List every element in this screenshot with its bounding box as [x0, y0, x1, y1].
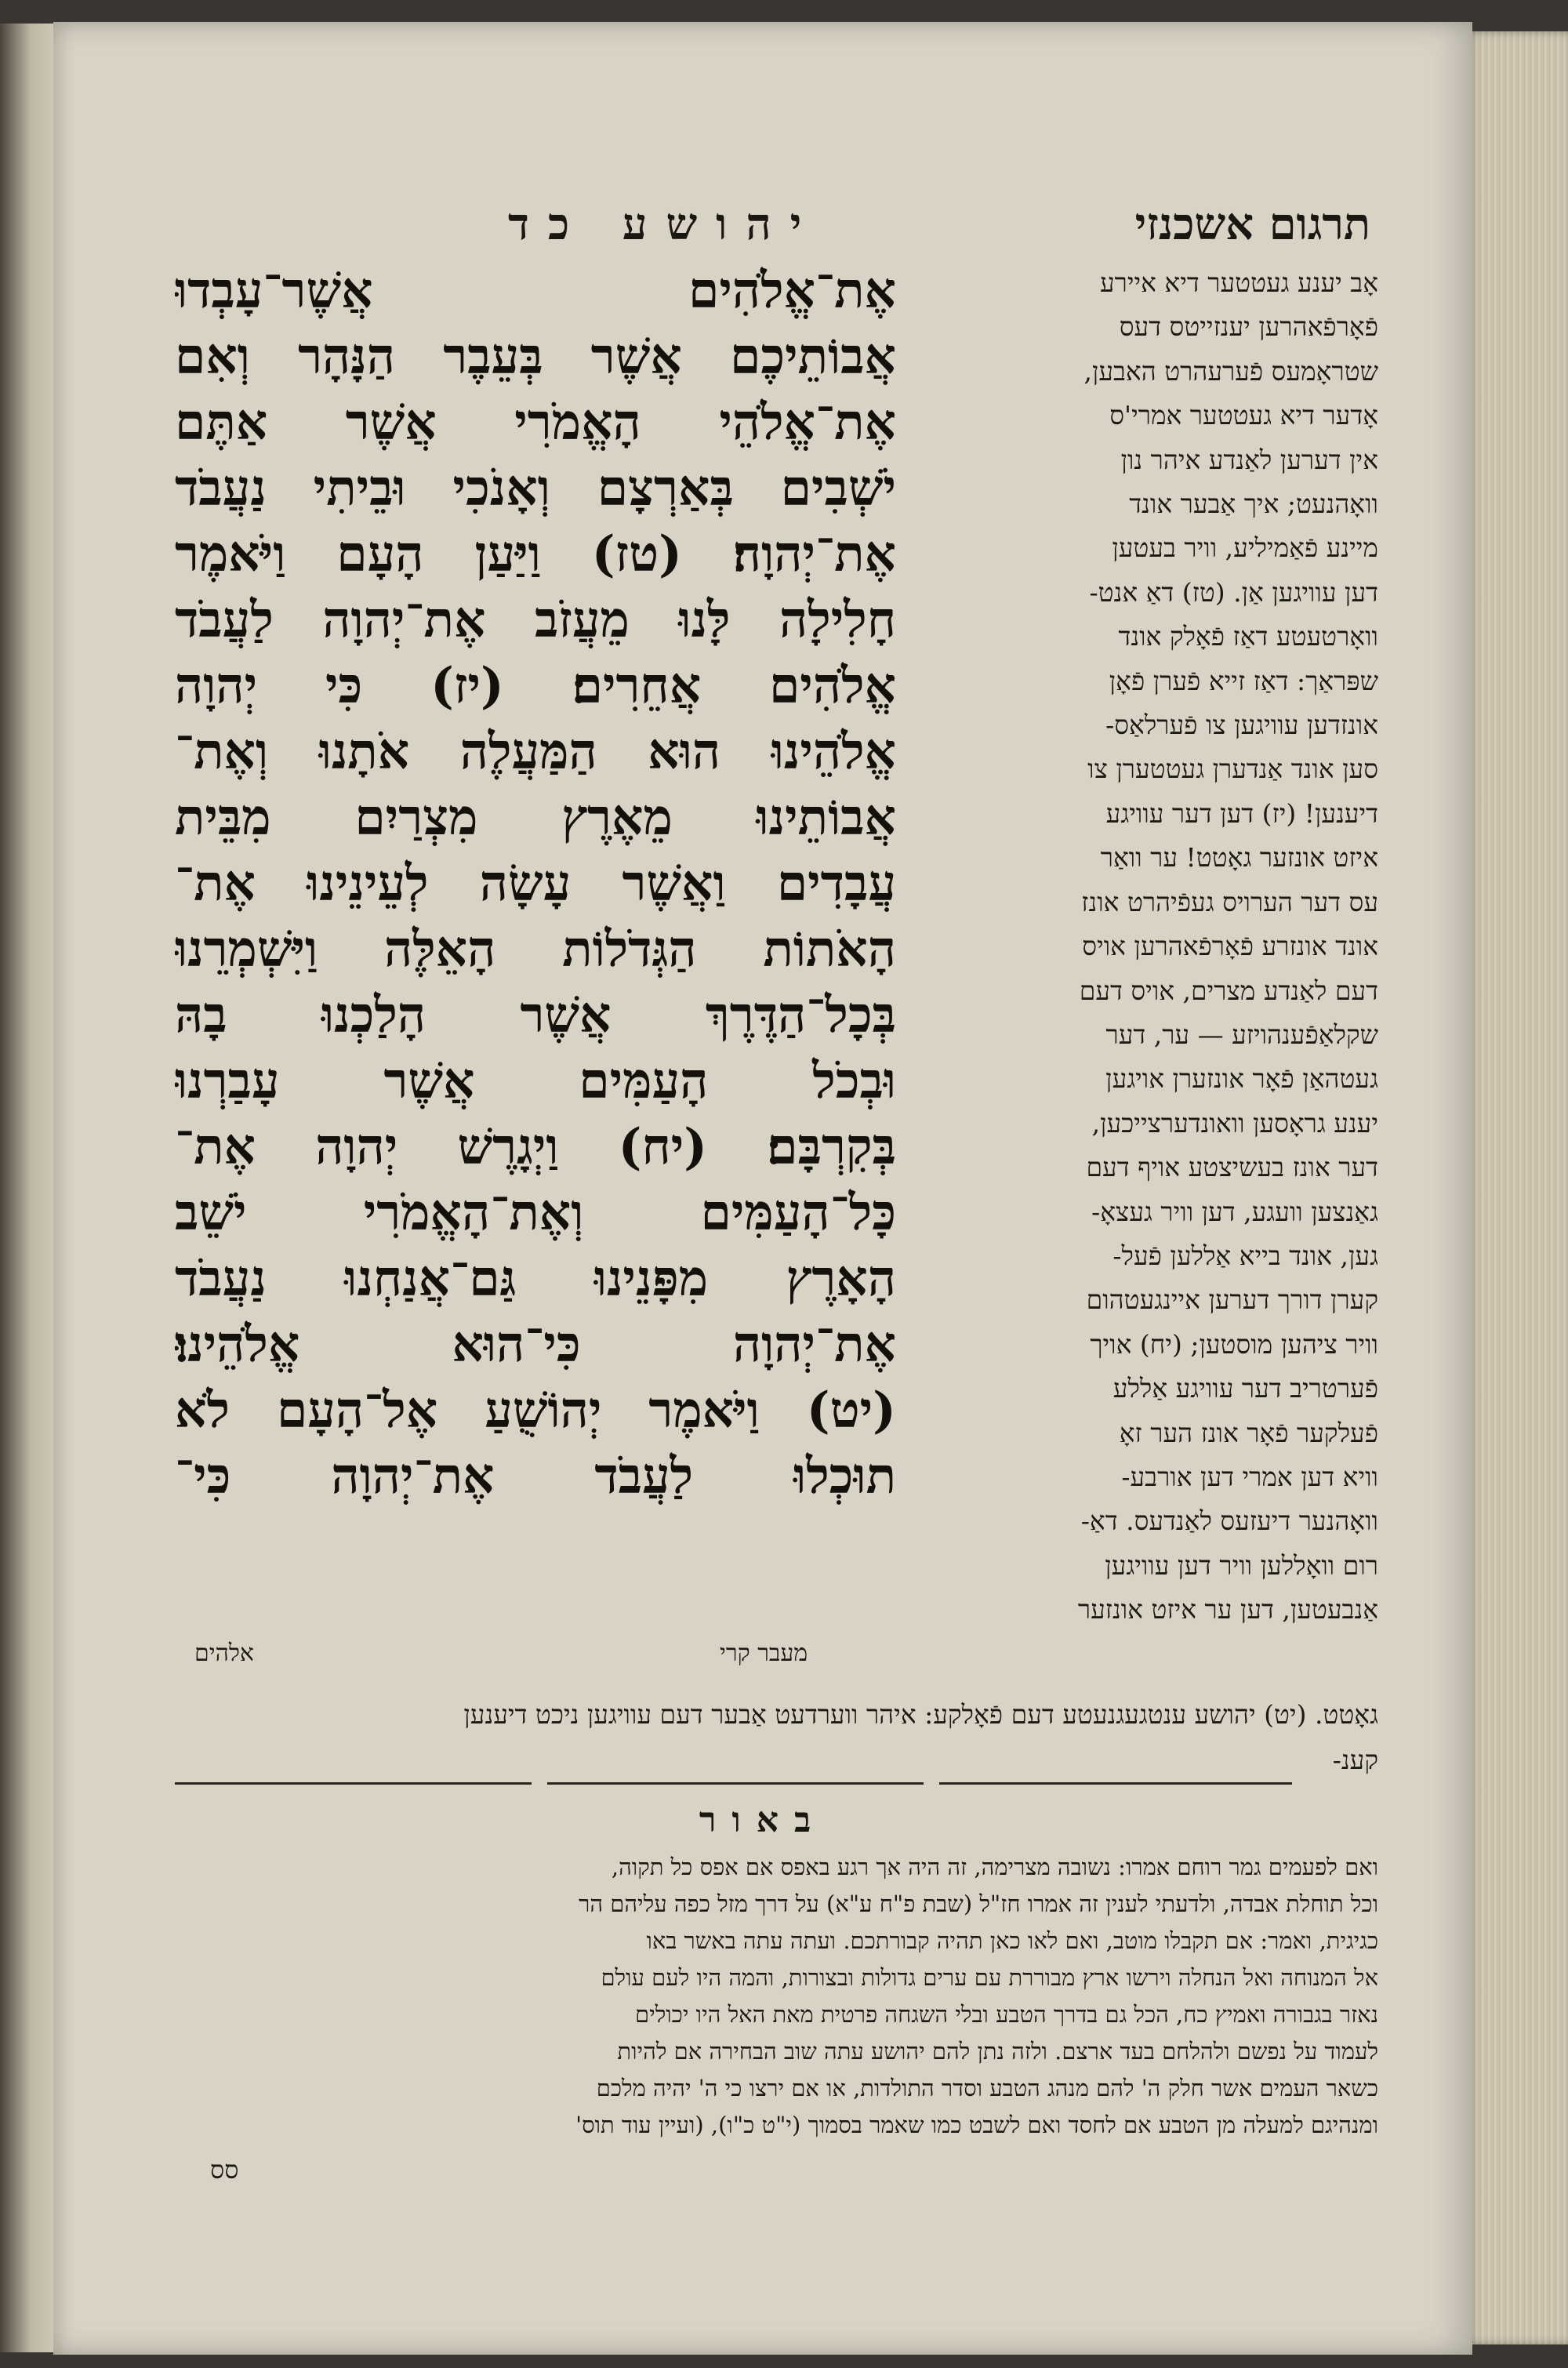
- main-line: הָאָרֶץ מִפָּנֵינוּ גַּם־אֲנַחְנוּ נַעֲבֹד: [175, 1249, 896, 1307]
- main-line: כָּל־הָעַמִּים וְאֶת־הָאֱמֹרִי יֹשֵׁב: [175, 1183, 896, 1241]
- targum-line: קערן דורך דערען איינגעטהום: [1086, 1284, 1378, 1316]
- targum-line: איזט אונזער גאָטט! ער וואַר: [1100, 842, 1378, 873]
- targum-line: וואָרטעטע דאַז פֿאָלק אונד: [1118, 621, 1378, 652]
- main-line: אֲבוֹתֵיכֶם אֲשֶׁר בְּעֵבֶר הַנָּהָר וְאִם: [175, 327, 896, 385]
- main-line: אֱלֹהִים אֲחֵרִים׃ (יז) כִּי יְהוָה: [175, 656, 896, 714]
- main-line: אֶת־אֱלֹהִים אֲשֶׁר־עָבְדוּ: [175, 261, 896, 319]
- biur-line: ומנהיגם למעלה מן הטבע אם לחסד ואם לשבט כמו שאמר בסמוך (י"ט כ"ו), (ועיין עוד תוס': [575, 2112, 1378, 2138]
- targum-line: שקלאַפֿענהויזע — ער, דער: [1105, 1019, 1378, 1050]
- targum-line: אַנבעטען, דען ער איזט אונזער: [1077, 1594, 1378, 1625]
- main-line: (יט) וַיֹּאמֶר יְהוֹשֻׁעַ אֶל־הָעָם לֹא: [175, 1381, 896, 1439]
- main-line: עֲבָדִים וַאֲשֶׁר עָשָׂה לְעֵינֵינוּ אֶת־: [175, 854, 896, 912]
- targum-line: רום וואָללען וויר דען עוויגען: [1105, 1549, 1378, 1581]
- main-line: חָלִילָה לָּנוּ מֵעֲזֹב אֶת־יְהוָה לַעֲבֹד: [175, 590, 896, 648]
- targum-line: וואָהנער דיעזעס לאַנדעס. דאַ-: [1080, 1505, 1378, 1537]
- marginal-note-keri: מעבר קרי: [720, 1640, 808, 1667]
- hebrew-main-text: [175, 257, 896, 1509]
- targum-line: יענע גראָסען וואונדערצייכען,: [1091, 1107, 1378, 1139]
- main-line: אֲבוֹתֵינוּ מֵאֶרֶץ מִצְרַיִם מִבֵּית: [175, 788, 896, 846]
- targum-line: מיינע פֿאַמיליע, וויר בעטען: [1112, 532, 1378, 564]
- main-line: אֶת־יְהוָה׃ (טז) וַיַּעַן הָעָם וַיֹּאמֶר: [175, 525, 896, 583]
- printer-signature: סס: [210, 2155, 239, 2185]
- marginal-note-elohim: אלהים: [194, 1640, 254, 1667]
- targum-line: שטראָמעס פֿערעהרט האבען,: [1083, 355, 1378, 387]
- book-page: [53, 22, 1472, 2355]
- targum-line: שפּראַך: דאַז זייא פֿערן פֿאָן: [1109, 665, 1378, 696]
- targum-line: דען עוויגען אַן. (טז) דאַ אנט-: [1089, 576, 1378, 608]
- facing-page-edge: [0, 24, 55, 2352]
- biur-commentary: [175, 1849, 1378, 2144]
- targum-column: [978, 261, 1378, 1633]
- targum-header: תרגום אשכנזי: [1134, 198, 1370, 250]
- targum-line: אָדער דיא געטטער אמרי'ס: [1109, 400, 1378, 431]
- targum-line: דיענען! (יז) דען דער עוויגע: [1105, 797, 1378, 829]
- biur-title: באור: [699, 1800, 827, 1840]
- main-line: יֹשְׁבִים בְּאַרְצָם וְאָנֹכִי וּבֵיתִי נַעֲבֹד: [175, 459, 896, 517]
- main-line: תוּכְלוּ לַעֲבֹד אֶת־יְהוָה כִּי־: [175, 1447, 896, 1505]
- section-divider: [939, 1782, 1292, 1785]
- biur-line: כגיגית, ואמר: אם תקבלו מוטב, ואם לאו כאן תהיה קבורתכם. ועתה עתה באשר באו: [646, 1927, 1378, 1954]
- targum-continuation: [175, 1692, 1378, 1783]
- page-stack-edge: [1466, 31, 1568, 2344]
- targum-line: וויר ציהען מוסטען; (יח) אויך: [1090, 1328, 1378, 1360]
- targum-line: פֿאָרפֿאהרען יענזייטס דעס: [1119, 311, 1378, 343]
- targum-line: דער אונז בעשיצטע אויף דעם: [1086, 1152, 1378, 1183]
- biur-line: נאזר בגבורה ואמיץ כח, הכל גם בדרך הטבע ובלי השגחה פרטית מאת האל היו יכולים: [635, 2001, 1378, 2028]
- book-chapter-header: יהושע כד: [508, 198, 821, 250]
- targum-line: געטהאַן פֿאָר אונזערן אויגען: [1105, 1063, 1378, 1095]
- continuation-line: גאָטט. (יט) יהושע ענטגעגנעטע דעם פֿאָלקע: איהר ווערדעט אַבער דעם עוויגען ניכט דיענען: [463, 1699, 1378, 1730]
- section-divider: [175, 1782, 532, 1785]
- targum-line: פֿערטריב דער עוויגע אַללע: [1112, 1373, 1378, 1404]
- targum-line: עס דער הערויס געפֿיהרט אונז: [1081, 886, 1378, 917]
- main-line: בְּכָל־הַדֶּרֶךְ אֲשֶׁר הָלַכְנוּ בָהּ: [175, 986, 896, 1044]
- targum-line: סען אונד אַנדערן געטטערן צו: [1087, 754, 1378, 785]
- main-line: אֱלֹהֵינוּ הוּא הַמַּעֲלֶה אֹתָנוּ וְאֶת־: [175, 722, 896, 780]
- targum-line: וויא דען אמרי דען אורבע-: [1121, 1461, 1378, 1492]
- main-line: אֶת־אֱלֹהֵי הָאֱמֹרִי אֲשֶׁר אַתֶּם: [175, 393, 896, 451]
- main-line: וּבְכֹל הָעַמִּים אֲשֶׁר עָבַרְנוּ: [175, 1051, 896, 1110]
- targum-line: אָב יענע געטטער דיא איירע: [1099, 267, 1378, 298]
- biur-line: כשאר העמים אשר חלק ה' להם מנהג הטבע וסדר התולדות, או אם ירצו כי ה' יהיה מלכם: [596, 2075, 1378, 2101]
- main-line: בְּקִרְבָּם׃ (יח) וַיְגָרֶשׁ יְהוָה אֶת־: [175, 1117, 896, 1175]
- targum-line: דעם לאַנדע מצרים, אויס דעם: [1079, 975, 1378, 1006]
- targum-line: וואָהנעט; איך אַבער אונד: [1129, 488, 1378, 520]
- targum-line: אונד אונזרע פֿאָרפֿאהרען אויס: [1082, 931, 1378, 962]
- targum-line: אין דערען לאַנדע איהר נון: [1120, 444, 1378, 475]
- biur-line: וכל תוחלת אבדה, ולדעתי לענין זה אמרו חז"ל (שבת פ"ח ע"א) על דרך מזל כפה עליהם הר: [579, 1890, 1378, 1917]
- targum-line: גאַנצען וועגע, דען וויר געצאָ-: [1091, 1196, 1378, 1227]
- targum-line: פֿעלקער פֿאָר אונז הער זאָ: [1119, 1417, 1378, 1448]
- continuation-line: קענ-: [1332, 1745, 1378, 1775]
- biur-line: ואם לפעמים גמר רוחם אמרו: נשובה מצרימה, זה היה אך רגע באפס אם אפס כל תקוה,: [611, 1854, 1378, 1880]
- targum-line: אונזדען עוויגען צו פֿערלאַס-: [1105, 710, 1378, 741]
- biur-line: לעמוד על נפשם ולהלחם בעד ארצם. ולזה נתן להם יהושע עתה שוב הבחירה אם להיות: [617, 2038, 1378, 2065]
- targum-line: גען, אונד בייא אַללען פֿעל-: [1112, 1240, 1378, 1271]
- section-divider: [547, 1782, 924, 1785]
- biur-line: אל המנוחה ואל הנחלה וירשו ארץ מבוררת עם ערים גדולות ובצורות, והמה היו לעם עולם: [601, 1964, 1378, 1991]
- main-line: אֶת־יְהוָה כִּי־הוּא אֱלֹהֵינוּ׃: [175, 1315, 896, 1373]
- main-line: הָאֹתוֹת הַגְּדֹלוֹת הָאֵלֶּה וַיִּשְׁמְרֵנוּ: [175, 920, 896, 978]
